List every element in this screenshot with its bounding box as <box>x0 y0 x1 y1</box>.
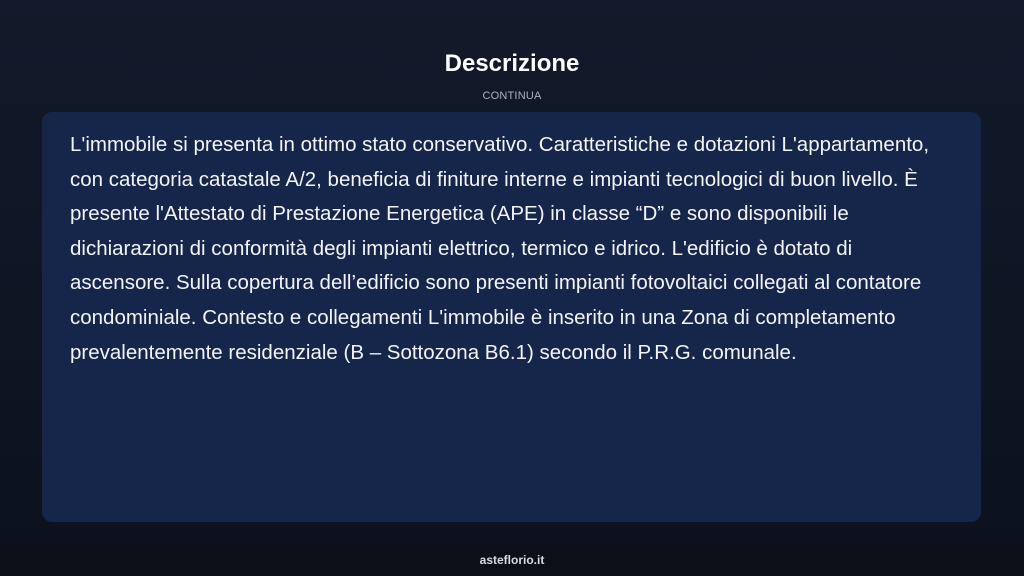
page-title: Descrizione <box>444 50 580 77</box>
description-text: L'immobile si presenta in ottimo stato conservativo. Caratteristiche e dotazioni L'appartamento, con categoria catastale A/2, beneficia di finiture interne e impianti tecnologici di buon livello. È presente l'Attestato di Prestazione Energetica (APE) in classe “D” e sono disponibili le dichiarazioni di conformità degli impianti elettrico, termico e idrico. L'edificio è dotato di ascensore. Sulla copertura dell’edificio sono presenti impianti fotovoltaici collegati al contatore condominiale. Contesto e collegamenti L'immobile è inserito in una Zona di completamento prevalentemente residenziale (B – Sottozona B6.1) secondo il P.R.G. comunale. <box>70 133 930 364</box>
footer-bar <box>0 544 1024 576</box>
footer-domain: asteflorio.it <box>479 553 545 567</box>
continue-link[interactable]: CONTINUA <box>482 90 542 102</box>
description-card <box>42 112 981 522</box>
